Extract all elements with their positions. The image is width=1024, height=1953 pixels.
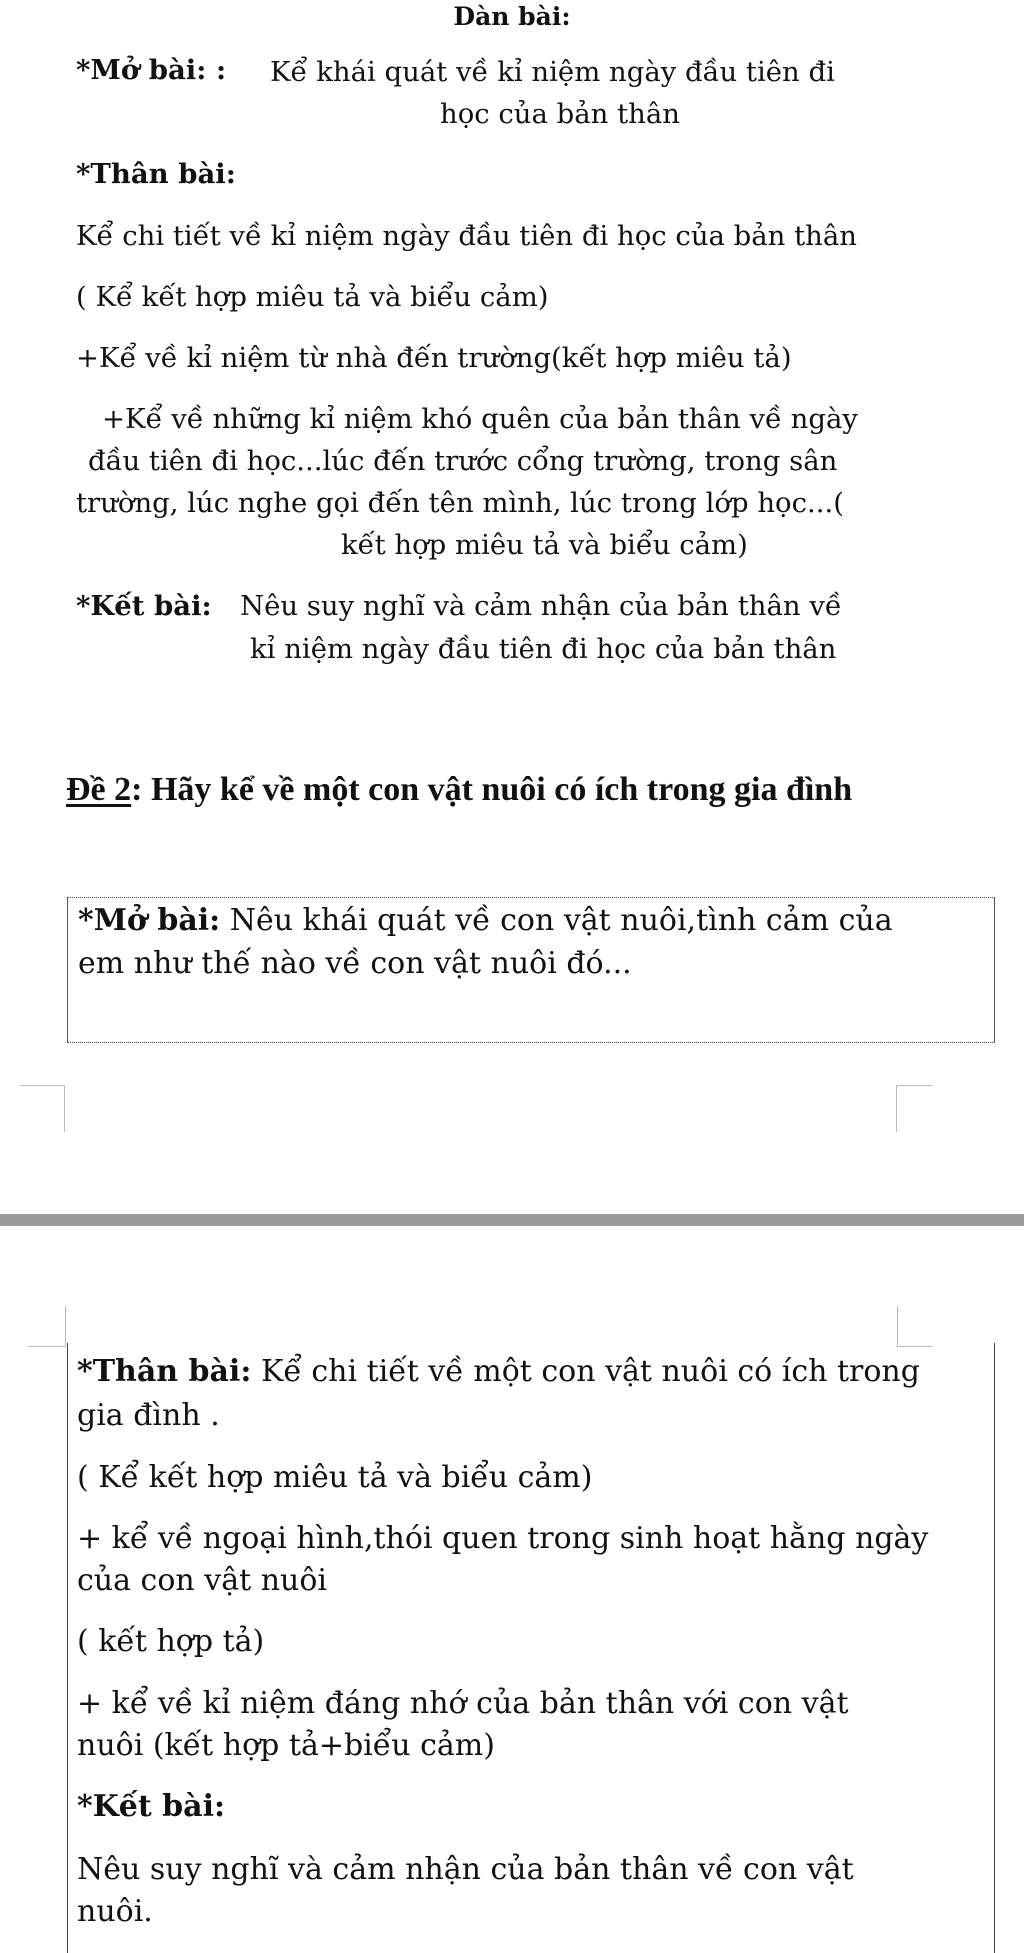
topic2-conclusion-line-1: Nêu suy nghĩ và cảm nhận của bản thân về con vật (77, 1852, 854, 1887)
topic2-intro-line-1: *Mở bài: Nêu khái quát về con vật nuôi,tình cảm của (78, 903, 893, 938)
topic2-intro-line-2: em như thế nào về con vật nuôi đó... (78, 946, 632, 981)
outline-body-label: *Thân bài: (76, 158, 236, 190)
topic2-body-line-2: ( Kể kết hợp miêu tả và biểu cảm) (77, 1460, 593, 1495)
page-corner-mark-bottom-right (897, 1306, 933, 1347)
outline-intro-text-1: Kể khái quát về kỉ niệm ngày đầu tiên đi (270, 56, 835, 88)
outline-conclusion-text-2: kỉ niệm ngày đầu tiên đi học của bản thân (250, 633, 837, 665)
outline-intro-label: *Mở bài: : (76, 54, 227, 86)
outline-body-line-2: ( Kể kết hợp miêu tả và biểu cảm) (76, 281, 549, 313)
topic2-body-line-1: *Thân bài: Kể chi tiết về một con vật nuôi có ích trong (77, 1354, 920, 1389)
topic2-body-line-3b: của con vật nuôi (77, 1563, 327, 1598)
page-separator (0, 1214, 1024, 1226)
topic2-body-line-5a: + kể về kỉ niệm đáng nhớ của bản thân với con vật (77, 1686, 849, 1721)
topic2-body-line-4: ( kết hợp tả) (77, 1624, 265, 1659)
outline-title: Dàn bài: (453, 2, 571, 31)
topic2-body-line-3a: + kể về ngoại hình,thói quen trong sinh hoạt hằng ngày (77, 1521, 929, 1556)
page-corner-mark-top-right (896, 1085, 933, 1132)
topic2-conclusion-label: *Kết bài: (77, 1789, 226, 1824)
outline-body-line-4a: +Kể về những kỉ niệm khó quên của bản thân về ngày (102, 403, 858, 435)
page-corner-mark-bottom-left (28, 1306, 66, 1347)
outline-body-line-3: +Kể về kỉ niệm từ nhà đến trường(kết hợp miêu tả) (76, 342, 792, 374)
topic2-heading: Đề 2: Hãy kể về một con vật nuôi có ích trong gia đình (66, 771, 853, 808)
outline-conclusion-text-1: Nêu suy nghĩ và cảm nhận của bản thân về (240, 590, 842, 622)
outline-body-line-4d: kết hợp miêu tả và biểu cảm) (341, 529, 748, 561)
outline-body-line-1: Kể chi tiết về kỉ niệm ngày đầu tiên đi học của bản thân (76, 220, 857, 252)
outline-body-line-4c: trường, lúc nghe gọi đến tên mình, lúc trong lớp học...( (76, 487, 844, 519)
outline-intro-text-2: học của bản thân (440, 98, 680, 130)
topic2-conclusion-line-2: nuôi. (77, 1894, 153, 1929)
outline-body-line-4b: đầu tiên đi học...lúc đến trước cổng trường, trong sân (88, 445, 838, 477)
topic2-body-line-1b: gia đình . (77, 1398, 220, 1433)
topic2-body-line-5b: nuôi (kết hợp tả+biểu cảm) (77, 1728, 495, 1763)
outline-conclusion-label: *Kết bài: (76, 590, 212, 622)
page-corner-mark-top-left (20, 1085, 65, 1132)
